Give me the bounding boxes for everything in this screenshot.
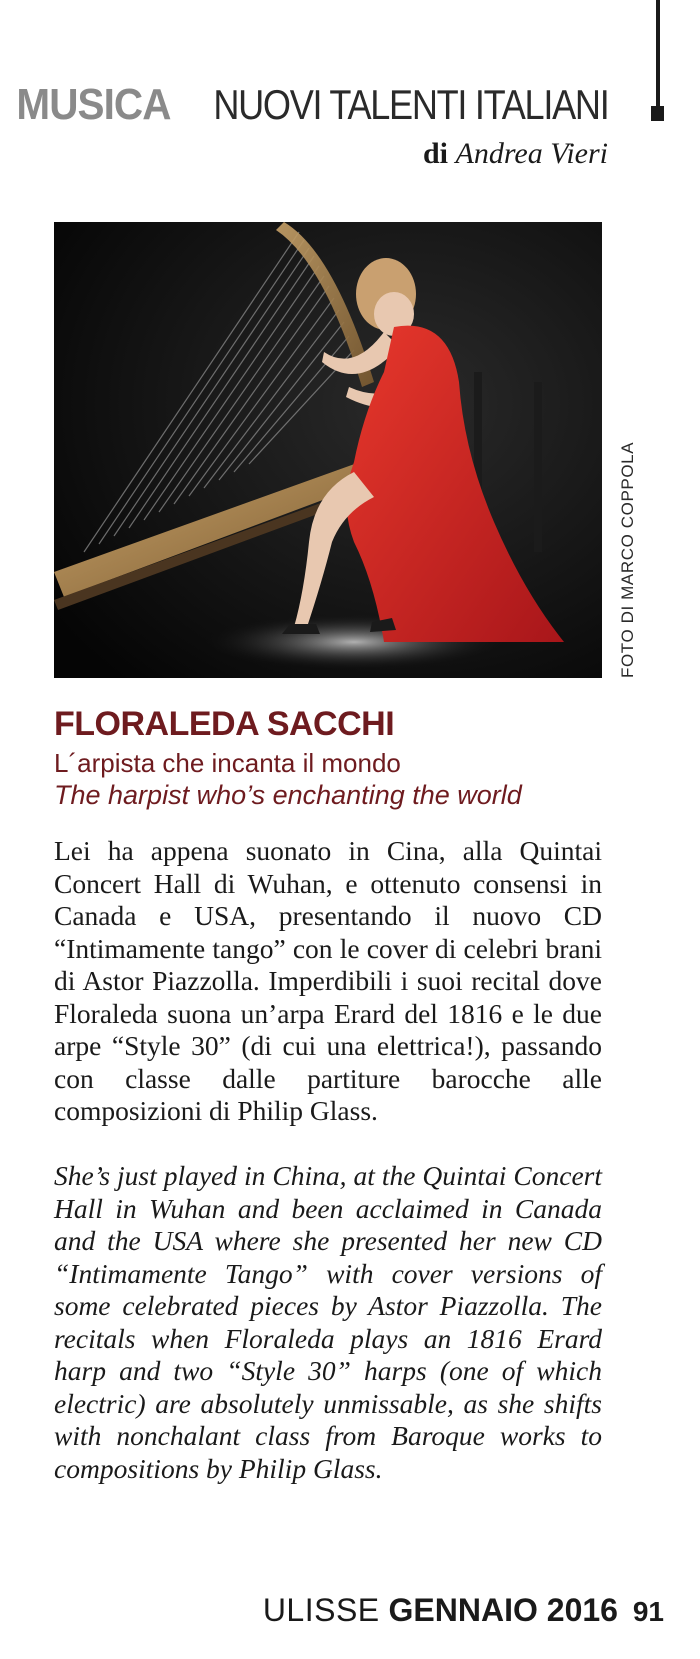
issue-date: GENNAIO 2016 (388, 1592, 618, 1628)
page-footer (263, 1592, 664, 1629)
magazine-name: ULISSE (262, 1592, 380, 1628)
vertical-rule (656, 0, 660, 118)
page-number: 91 (632, 1596, 664, 1627)
byline (423, 137, 608, 171)
byline-author: Andrea Vieri (455, 137, 608, 170)
byline-prefix: di (423, 137, 449, 170)
article-body-italian: Lei ha appena suonato in Cina, alla Quintai Concert Hall di Wuhan, e ottenuto consensi in Canada e USA, presentando il nuovo CD “Intimamente tango” con le cover di celebri brani di Astor Piazzolla. Imperdibili i suoi recital dove Floraleda suona un’arpa Erard del 1816 e le due arpe “Style 30” (di cui una elettrica!), passando con classe dalle partiture barocche alle composizioni di Philip Glass. (54, 835, 602, 1126)
article-body-english: She’s just played in China, at the Quintai Concert Hall in Wuhan and been acclaimed in Canada and the USA where she presented her new CD “Intimamente Tango” with cover versions of some celebrated pieces by Astor Piazzolla. The recitals when Floraleda plays an 1816 Erard harp and two “Style 30” harps (one of which electric) are absolutely unmissable, as she shifts with nonchalant class from Baroque works to compositions by Philip Glass. (54, 1160, 602, 1484)
rule-marker (651, 106, 664, 121)
harpist-illustration (54, 222, 602, 678)
section-header (3, 80, 608, 130)
photo-credit: FOTO DI MARCO COPPOLA (618, 441, 637, 678)
article-subtitle-english: The harpist who’s enchanting the world (54, 780, 522, 810)
section-subtitle: NUOVI TALENTI ITALIANI (212, 81, 608, 128)
article-title: FLORALEDA SACCHI (54, 705, 395, 743)
article-subtitle-italian: L´arpista che incanta il mondo (54, 748, 401, 778)
harpist-photo (54, 222, 602, 678)
section-title: MUSICA (16, 80, 171, 129)
